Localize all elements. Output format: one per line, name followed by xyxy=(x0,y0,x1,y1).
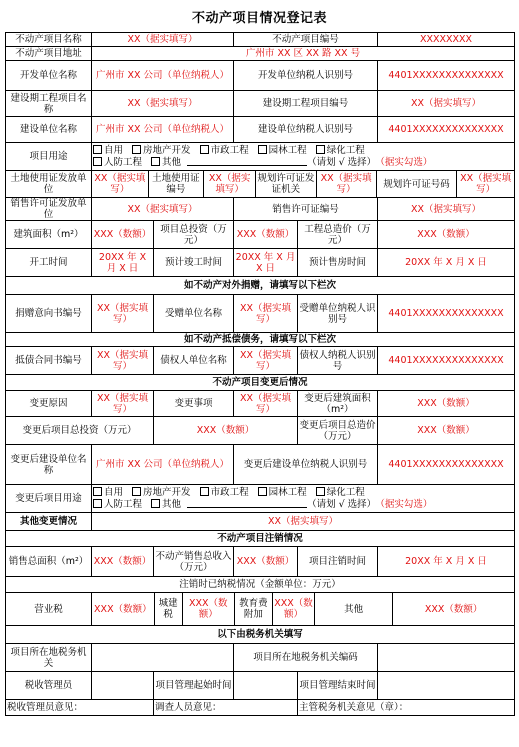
label-business-tax: 营业税 xyxy=(6,593,92,626)
usage-checkbox-garden[interactable]: 园林工程 xyxy=(258,145,307,156)
checkbox-icon xyxy=(151,157,160,166)
label-tax-office-code: 项目所在地税务机关编码 xyxy=(234,644,378,672)
checkbox-icon xyxy=(93,157,102,166)
label-creditor: 债权人单位名称 xyxy=(154,347,234,375)
value-sold-area[interactable]: XXX（数额） xyxy=(92,547,154,577)
usage-checkbox-greening[interactable]: 绿化工程 xyxy=(316,145,365,156)
label-start-date: 开工时间 xyxy=(6,249,92,277)
value-plan-permit-no[interactable]: XX（据实填写） xyxy=(460,173,512,195)
label-change-usage: 变更后项目用途 xyxy=(6,485,92,513)
label-tax-office: 项目所在地税务机关 xyxy=(6,644,92,672)
label-plan-name: 建设期工程项目名称 xyxy=(6,91,92,117)
value-start-date[interactable]: 20XX 年 X 月 X 日 xyxy=(92,249,154,277)
label-finish-date: 预计竣工时间 xyxy=(154,249,234,277)
label-area: 建筑面积（m²） xyxy=(6,221,92,249)
value-change-cost[interactable]: XXX（数额） xyxy=(378,417,515,445)
value-manage-end[interactable] xyxy=(378,672,515,700)
value-change-investment[interactable]: XXX（数额） xyxy=(154,417,298,445)
form-title: 不动产项目情况登记表 xyxy=(191,10,327,26)
change-usage-checkbox-other[interactable]: 其他 xyxy=(151,499,181,510)
checkbox-icon xyxy=(316,487,325,496)
change-usage-options: 自用 房地产开发 市政工程 园林工程 绿化工程 人防工程 其他 （请划 √ 选择） （据实勾选） xyxy=(92,485,515,513)
land-permit-subrow xyxy=(92,171,514,197)
checkbox-icon xyxy=(316,145,325,154)
registration-form xyxy=(5,32,515,716)
change-usage-checkbox-garden[interactable]: 园林工程 xyxy=(258,487,307,498)
value-recipient-id[interactable]: 4401XXXXXXXXXXXXXX xyxy=(378,295,515,333)
checkbox-icon xyxy=(200,145,209,154)
change-usage-checkbox-municipal[interactable]: 市政工程 xyxy=(200,487,249,498)
usage-checkbox-other[interactable]: 其他 xyxy=(151,157,181,168)
debt-section-header: 如不动产抵偿债务，请填写以下栏次 xyxy=(6,333,515,347)
label-dev-id: 开发单位纳税人识别号 xyxy=(234,61,378,91)
value-presale-date[interactable]: 20XX 年 X 月 X 日 xyxy=(378,249,515,277)
label-cancel-date: 项目注销时间 xyxy=(298,547,378,577)
label-land-cert-no: 土地使用证编号 xyxy=(148,171,203,197)
checkbox-icon xyxy=(132,145,141,154)
value-creditor[interactable]: XX（据实填写） xyxy=(234,347,298,375)
label-tax-manager: 税收管理员 xyxy=(6,672,92,700)
tax-office-section-header: 以下由税务机关填写 xyxy=(6,626,515,644)
value-land-cert-issuer[interactable]: XX（据实填写） xyxy=(92,171,148,197)
value-other-change[interactable]: XX（据实填写） xyxy=(92,513,515,531)
value-cancel-date[interactable]: 20XX 年 X 月 X 日 xyxy=(378,547,515,577)
value-project-name[interactable]: XX（据实填写） xyxy=(92,33,234,47)
value-edu-surcharge[interactable]: XXX（数额） xyxy=(272,593,314,625)
checkbox-icon xyxy=(93,499,102,508)
value-finish-date[interactable]: 20XX 年 X 月 X 日 xyxy=(234,249,298,277)
change-usage-checkbox-self[interactable]: 自用 xyxy=(93,487,123,498)
label-change-builder-id: 变更后建设单位纳税人识别号 xyxy=(234,445,378,485)
usage-checkbox-civil-defense[interactable]: 人防工程 xyxy=(93,157,142,168)
value-area[interactable]: XXX（数额） xyxy=(92,221,154,249)
label-manage-end: 项目管理结束时间 xyxy=(298,672,378,700)
change-usage-checkbox-greening[interactable]: 绿化工程 xyxy=(316,487,365,498)
label-sales-permit-issuer: 销售许可证发放单位 xyxy=(6,198,92,221)
checkbox-icon xyxy=(258,487,267,496)
value-change-builder-id[interactable]: 4401XXXXXXXXXXXXXX xyxy=(378,445,515,485)
opinion-authority[interactable]: 主管税务机关意见（章）： xyxy=(298,700,515,716)
usage-checkbox-municipal[interactable]: 市政工程 xyxy=(200,145,249,156)
opinion-tax-manager[interactable]: 税收管理员意见： xyxy=(6,700,154,716)
label-manage-start: 项目管理起始时间 xyxy=(154,672,234,700)
label-project-name: 不动产项目名称 xyxy=(6,33,92,47)
label-change-reason: 变更原因 xyxy=(6,391,92,417)
label-creditor-id: 债权人纳税人识别号 xyxy=(298,347,378,375)
value-plan-name[interactable]: XX（据实填写） xyxy=(92,91,234,117)
value-plan-code[interactable]: XX（据实填写） xyxy=(378,91,515,117)
value-tax-office-code[interactable] xyxy=(378,644,515,672)
value-dev-id[interactable]: 4401XXXXXXXXXXXXXX xyxy=(378,61,515,91)
change-usage-other-input[interactable] xyxy=(187,498,307,508)
checkbox-icon xyxy=(151,499,160,508)
value-plan-permit-issuer[interactable]: XX（据实填写） xyxy=(316,171,376,197)
label-presale-date: 预计售房时间 xyxy=(298,249,378,277)
checkbox-icon xyxy=(93,487,102,496)
value-builder-id[interactable]: 4401XXXXXXXXXXXXXX xyxy=(378,117,515,143)
label-sales-permit-no: 销售许可证编号 xyxy=(234,198,378,221)
label-project-code: 不动产项目编号 xyxy=(234,33,378,47)
value-change-builder[interactable]: 广州市 XX 公司（单位纳税人） xyxy=(92,445,234,485)
checkbox-icon xyxy=(132,487,141,496)
opinion-investigator[interactable]: 调查人员意见： xyxy=(154,700,298,716)
change-section-header: 不动产项目变更后情况 xyxy=(6,375,515,391)
value-builder-name[interactable]: 广州市 XX 公司（单位纳税人） xyxy=(92,117,234,143)
label-dev-name: 开发单位名称 xyxy=(6,61,92,91)
donation-section-header: 如不动产对外捐赠，请填写以下栏次 xyxy=(6,277,515,295)
value-project-code[interactable]: XXXXXXXX xyxy=(378,33,515,47)
value-tax-office[interactable] xyxy=(92,644,234,672)
label-builder-id: 建设单位纳税人识别号 xyxy=(234,117,378,143)
label-project-address: 不动产项目地址 xyxy=(6,47,92,61)
usage-options: 自用 房地产开发 市政工程 园林工程 绿化工程 人防工程 其他 （请划 √ 选择） （据实勾选） xyxy=(92,143,515,171)
label-builder-name: 建设单位名称 xyxy=(6,117,92,143)
change-usage-checkbox-realestate[interactable]: 房地产开发 xyxy=(132,487,191,498)
usage-other-input[interactable] xyxy=(187,156,307,166)
label-land-cert-issuer: 土地使用证发放单位 xyxy=(6,171,92,198)
label-change-item: 变更事项 xyxy=(154,391,234,417)
label-investment: 项目总投资（万元） xyxy=(154,221,234,249)
label-other-tax: 其他 xyxy=(315,593,393,625)
value-investment[interactable]: XXX（数额） xyxy=(234,221,298,249)
label-edu-surcharge: 教育费附加 xyxy=(234,593,272,625)
label-city-tax: 城建税 xyxy=(154,593,182,625)
label-sold-area: 销售总面积（m²） xyxy=(6,547,92,577)
label-recipient-id: 受赠单位纳税人识别号 xyxy=(298,295,378,333)
value-tax-manager[interactable] xyxy=(92,672,154,700)
value-sold-amount[interactable]: XXX（数额） xyxy=(234,547,298,577)
label-debt-contract: 抵债合同书编号 xyxy=(6,347,92,375)
label-donation-contract: 捐赠意向书编号 xyxy=(6,295,92,333)
value-city-tax[interactable]: XXX（数额） xyxy=(182,593,234,625)
label-plan-permit-no: 规划许可证号码 xyxy=(376,171,456,197)
label-other-change: 其他变更情况 xyxy=(6,513,92,531)
value-change-item[interactable]: XX（据实填写） xyxy=(234,391,298,417)
cancel-section-header: 不动产项目注销情况 xyxy=(6,531,515,547)
usage-checkbox-realestate[interactable]: 房地产开发 xyxy=(132,145,191,156)
value-other-tax[interactable]: XXX（数额） xyxy=(424,603,483,615)
checkbox-icon xyxy=(258,145,267,154)
value-cost[interactable]: XXX（数额） xyxy=(378,221,515,249)
value-recipient[interactable]: XX（据实填写） xyxy=(234,295,298,333)
label-change-cost: 变更后项目总造价（万元） xyxy=(298,417,378,445)
label-change-investment: 变更后项目总投资（万元） xyxy=(6,417,154,445)
label-plan-permit-issuer: 规划许可证发证机关 xyxy=(257,173,315,195)
value-dev-name[interactable]: 广州市 XX 公司（单位纳税人） xyxy=(92,61,234,91)
value-debt-contract[interactable]: XX（据实填写） xyxy=(92,347,154,375)
value-change-reason[interactable]: XX（据实填写） xyxy=(92,391,154,417)
value-creditor-id[interactable]: 4401XXXXXXXXXXXXXX xyxy=(378,347,515,375)
label-plan-code: 建设期工程项目编号 xyxy=(234,91,378,117)
change-usage-checkbox-civil-defense[interactable]: 人防工程 xyxy=(93,499,142,510)
value-donation-contract[interactable]: XX（据实填写） xyxy=(92,295,154,333)
value-sales-permit-issuer[interactable]: XX（据实填写） xyxy=(92,198,234,221)
checkbox-icon xyxy=(93,145,102,154)
label-usage: 项目用途 xyxy=(6,143,92,171)
value-manage-start[interactable] xyxy=(234,672,298,700)
label-cost: 工程总造价（万元） xyxy=(298,221,378,249)
tax-paid-subrow xyxy=(92,593,514,625)
label-change-builder: 变更后建设单位名称 xyxy=(6,445,92,485)
label-sold-amount: 不动产销售总收入（万元） xyxy=(154,547,234,577)
checkbox-icon xyxy=(200,487,209,496)
label-recipient: 受赠单位名称 xyxy=(154,295,234,333)
value-business-tax[interactable]: XXX（数额） xyxy=(92,593,154,625)
value-change-area[interactable]: XXX（数额） xyxy=(378,391,515,417)
label-change-area: 变更后建筑面积（m²） xyxy=(298,391,378,417)
value-project-address[interactable]: 广州市 XX 区 XX 路 XX 号 xyxy=(92,47,515,61)
usage-checkbox-self[interactable]: 自用 xyxy=(93,145,123,156)
value-sales-permit-no[interactable]: XX（据实填写） xyxy=(378,198,515,221)
tax-paid-header: 注销时已纳税情况（金额单位：万元） xyxy=(6,577,515,593)
value-land-cert-no[interactable]: XX（据实填写） xyxy=(204,171,256,197)
